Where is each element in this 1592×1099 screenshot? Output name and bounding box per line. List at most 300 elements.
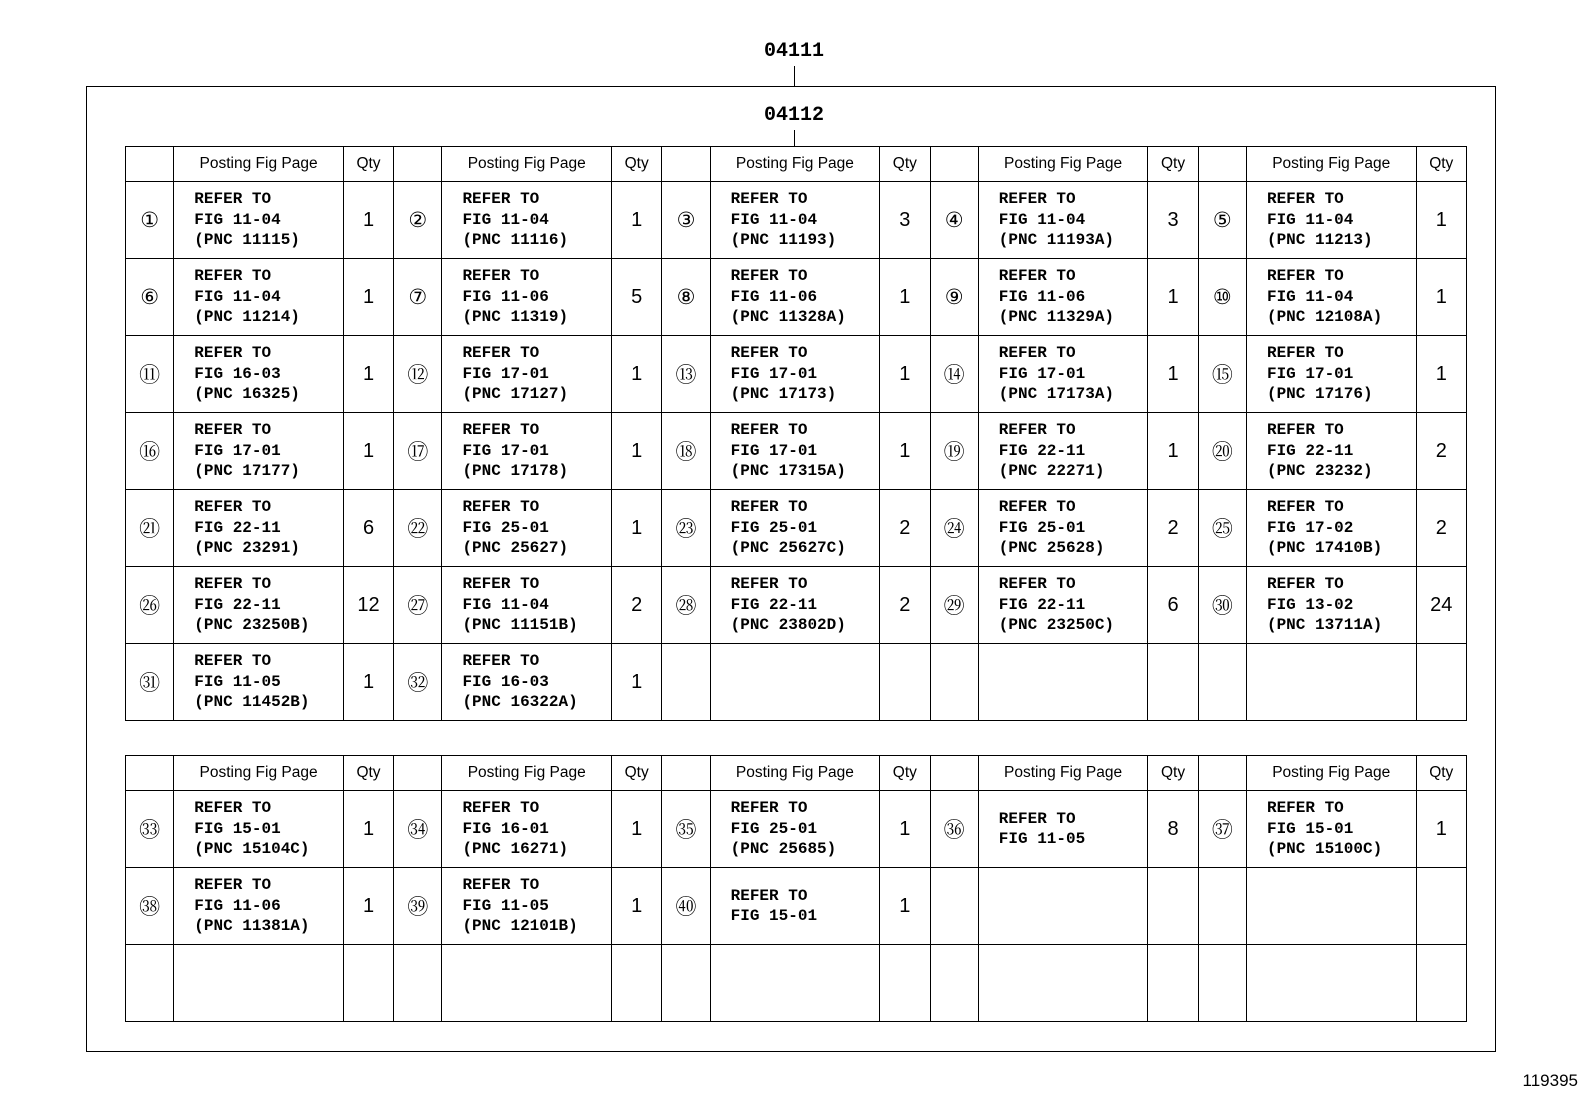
item-qty: 1 (343, 868, 393, 945)
header-qty: Qty (612, 756, 662, 791)
item-number: ⑩ (1198, 259, 1246, 336)
item-number: ⑬ (662, 336, 710, 413)
posting-reference (978, 868, 1148, 945)
item-qty (343, 945, 393, 1022)
posting-reference (174, 791, 344, 868)
reference-ref: REFER TO (730, 498, 808, 517)
reference-ref: REFER TO (998, 575, 1076, 594)
posting-reference (1246, 413, 1416, 490)
reference-ref: REFER TO (194, 190, 272, 209)
header-posting-fig-page: Posting Fig Page (978, 147, 1148, 182)
reference-ref: REFER TO (194, 876, 272, 895)
item-number: ⑮ (1198, 336, 1246, 413)
table-row (126, 259, 1467, 336)
reference-pnc: (PNC 11214) (194, 308, 300, 327)
reference-fig: FIG 16-03 (462, 672, 549, 691)
reference-pnc: (PNC 11193) (730, 231, 837, 250)
item-qty (1148, 644, 1198, 721)
item-number: ㊵ (662, 868, 710, 945)
item-qty (1148, 868, 1198, 945)
reference-ref: REFER TO (998, 809, 1076, 828)
reference-fig: FIG 25-01 (998, 518, 1086, 537)
table-row (126, 490, 1467, 567)
item-number: ⑭ (930, 336, 978, 413)
header-posting-fig-page: Posting Fig Page (1246, 756, 1416, 791)
reference-fig: FIG 11-04 (462, 595, 549, 614)
reference-pnc: (PNC 17176) (1266, 385, 1373, 404)
item-number: ㊴ (394, 868, 442, 945)
posting-reference (1246, 336, 1416, 413)
reference-ref: REFER TO (462, 190, 540, 209)
header-qty: Qty (1148, 147, 1198, 182)
header-posting-fig-page: Posting Fig Page (1246, 147, 1416, 182)
reference-fig: FIG 25-01 (462, 518, 549, 537)
reference-table-2 (125, 755, 1467, 1022)
reference-ref: REFER TO (462, 421, 540, 440)
posting-reference (710, 791, 880, 868)
posting-reference (1246, 490, 1416, 567)
item-number: ㉒ (394, 490, 442, 567)
posting-reference (978, 791, 1148, 868)
reference-ref: REFER TO (462, 575, 540, 594)
item-number: ㉘ (662, 567, 710, 644)
item-number (930, 945, 978, 1022)
header-qty: Qty (1416, 756, 1466, 791)
posting-reference (710, 644, 880, 721)
item-number: ⑧ (662, 259, 710, 336)
reference-pnc: (PNC 25627) (462, 539, 569, 558)
reference-ref: REFER TO (462, 267, 540, 286)
item-qty (1416, 644, 1466, 721)
reference-ref: REFER TO (998, 267, 1076, 286)
reference-ref: REFER TO (1266, 799, 1344, 818)
reference-ref: REFER TO (730, 575, 808, 594)
reference-ref: REFER TO (194, 799, 272, 818)
reference-pnc: (PNC 13711A) (1266, 616, 1383, 635)
reference-fig: FIG 16-01 (462, 819, 549, 838)
item-qty: 1 (612, 413, 662, 490)
item-number: ㉙ (930, 567, 978, 644)
reference-ref: REFER TO (1266, 267, 1344, 286)
item-number: ⑰ (394, 413, 442, 490)
reference-fig: FIG 17-01 (462, 364, 549, 383)
item-number (1198, 644, 1246, 721)
item-number: ⑲ (930, 413, 978, 490)
item-qty: 24 (1416, 567, 1466, 644)
posting-reference (978, 259, 1148, 336)
illustration-number: 119395 (1522, 1071, 1578, 1090)
posting-reference (978, 182, 1148, 259)
item-number (662, 644, 710, 721)
header-posting-fig-page: Posting Fig Page (978, 756, 1148, 791)
header-number-blank (662, 147, 710, 182)
reference-fig: FIG 17-01 (998, 364, 1086, 383)
reference-pnc: (PNC 22271) (998, 462, 1105, 481)
posting-reference (1246, 259, 1416, 336)
item-number: ⑳ (1198, 413, 1246, 490)
posting-reference (442, 791, 612, 868)
reference-ref: REFER TO (730, 190, 808, 209)
inner-group-label: 04112 (763, 104, 824, 127)
posting-reference (710, 868, 880, 945)
item-qty: 8 (1148, 791, 1198, 868)
reference-pnc: (PNC 17127) (462, 385, 569, 404)
reference-fig: FIG 17-01 (462, 441, 549, 460)
posting-reference (710, 259, 880, 336)
reference-ref: REFER TO (998, 498, 1076, 517)
reference-fig: FIG 15-01 (730, 907, 818, 925)
header-posting-fig-page: Posting Fig Page (174, 147, 344, 182)
header-qty: Qty (880, 756, 930, 791)
reference-pnc: (PNC 12108A) (1266, 308, 1383, 327)
reference-fig: FIG 11-04 (998, 210, 1086, 229)
reference-pnc: (PNC 25628) (998, 539, 1105, 558)
reference-pnc: (PNC 25685) (730, 840, 837, 859)
posting-reference (174, 868, 344, 945)
table-row (126, 336, 1467, 413)
reference-fig: FIG 17-01 (730, 441, 818, 460)
item-qty: 2 (612, 567, 662, 644)
reference-pnc: (PNC 15100C) (1266, 840, 1383, 859)
header-qty: Qty (1148, 756, 1198, 791)
posting-reference (442, 945, 612, 1022)
header-number-blank (394, 756, 442, 791)
reference-ref: REFER TO (730, 344, 808, 363)
table-row (126, 868, 1467, 945)
reference-fig: FIG 11-06 (730, 287, 818, 306)
reference-fig: FIG 13-02 (1266, 595, 1354, 614)
item-qty: 1 (1416, 182, 1466, 259)
reference-fig: FIG 11-04 (730, 210, 818, 229)
item-qty: 5 (612, 259, 662, 336)
item-qty: 1 (612, 868, 662, 945)
posting-reference (710, 567, 880, 644)
reference-fig: FIG 11-05 (194, 672, 281, 691)
posting-reference (1246, 567, 1416, 644)
reference-fig: FIG 22-11 (194, 518, 281, 537)
posting-reference (978, 644, 1148, 721)
item-number: ㊲ (1198, 791, 1246, 868)
table-header-row (126, 756, 1467, 791)
item-number (930, 644, 978, 721)
reference-pnc: (PNC 23250C) (998, 616, 1115, 635)
reference-pnc: (PNC 23802D) (730, 616, 846, 635)
item-number (1198, 945, 1246, 1022)
reference-ref: REFER TO (1266, 344, 1344, 363)
item-qty: 1 (1148, 259, 1198, 336)
item-qty: 3 (880, 182, 930, 259)
reference-ref: REFER TO (998, 421, 1076, 440)
item-number: ㉕ (1198, 490, 1246, 567)
item-number: ㉞ (394, 791, 442, 868)
reference-ref: REFER TO (1266, 498, 1344, 517)
header-number-blank (1198, 147, 1246, 182)
table-row (126, 644, 1467, 721)
reference-pnc: (PNC 11381A) (194, 917, 310, 936)
posting-reference (442, 868, 612, 945)
posting-reference (442, 567, 612, 644)
item-number (1198, 868, 1246, 945)
reference-pnc: (PNC 17178) (462, 462, 569, 481)
item-number: ⑫ (394, 336, 442, 413)
item-qty: 1 (880, 259, 930, 336)
item-number (930, 868, 978, 945)
reference-fig: FIG 25-01 (730, 819, 818, 838)
item-qty: 6 (1148, 567, 1198, 644)
reference-fig: FIG 22-11 (730, 595, 818, 614)
item-qty: 2 (1416, 413, 1466, 490)
item-number: ⑤ (1198, 182, 1246, 259)
outer-leader-line (794, 66, 795, 86)
item-number: ④ (930, 182, 978, 259)
reference-pnc: (PNC 11328A) (730, 308, 846, 327)
header-posting-fig-page: Posting Fig Page (442, 147, 612, 182)
reference-pnc: (PNC 11116) (462, 231, 569, 250)
reference-fig: FIG 11-06 (194, 896, 281, 915)
item-qty: 1 (343, 791, 393, 868)
reference-ref: REFER TO (998, 190, 1076, 209)
item-qty: 1 (343, 413, 393, 490)
reference-pnc: (PNC 11193A) (998, 231, 1115, 250)
reference-fig: FIG 22-11 (998, 441, 1086, 460)
reference-ref: REFER TO (462, 652, 540, 671)
posting-reference (442, 644, 612, 721)
reference-ref: REFER TO (730, 799, 808, 818)
reference-pnc: (PNC 17177) (194, 462, 300, 481)
item-qty: 2 (880, 490, 930, 567)
item-number: ㊱ (930, 791, 978, 868)
item-qty (1416, 945, 1466, 1022)
item-qty (880, 644, 930, 721)
reference-fig: FIG 15-01 (194, 819, 281, 838)
item-qty: 1 (880, 336, 930, 413)
item-qty: 1 (1148, 413, 1198, 490)
inner-leader-line (794, 130, 795, 146)
posting-reference (174, 336, 344, 413)
item-number: ㉑ (126, 490, 174, 567)
reference-ref: REFER TO (194, 652, 272, 671)
item-number: ㉖ (126, 567, 174, 644)
header-qty: Qty (880, 147, 930, 182)
header-posting-fig-page: Posting Fig Page (710, 147, 880, 182)
reference-pnc: (PNC 16322A) (462, 693, 578, 712)
posting-reference (710, 182, 880, 259)
header-number-blank (1198, 756, 1246, 791)
item-qty: 2 (1148, 490, 1198, 567)
reference-fig: FIG 11-04 (194, 287, 281, 306)
item-qty (612, 945, 662, 1022)
reference-pnc: (PNC 17410B) (1266, 539, 1383, 558)
reference-pnc: (PNC 11452B) (194, 693, 310, 712)
outer-group-label: 04111 (763, 40, 824, 63)
posting-reference (710, 413, 880, 490)
posting-reference (978, 567, 1148, 644)
reference-pnc: (PNC 11329A) (998, 308, 1115, 327)
posting-reference (442, 413, 612, 490)
reference-fig: FIG 17-02 (1266, 518, 1354, 537)
item-number: ⑦ (394, 259, 442, 336)
item-qty: 1 (1416, 336, 1466, 413)
reference-ref: REFER TO (462, 876, 540, 895)
reference-fig: FIG 17-01 (730, 364, 818, 383)
posting-reference (1246, 868, 1416, 945)
header-number-blank (662, 756, 710, 791)
table-row (126, 567, 1467, 644)
reference-ref: REFER TO (1266, 190, 1344, 209)
item-qty (1416, 868, 1466, 945)
posting-reference (442, 490, 612, 567)
reference-fig: FIG 11-04 (1266, 287, 1354, 306)
reference-ref: REFER TO (194, 421, 272, 440)
header-qty: Qty (1416, 147, 1466, 182)
reference-pnc: (PNC 11319) (462, 308, 569, 327)
posting-reference (1246, 644, 1416, 721)
item-qty: 6 (343, 490, 393, 567)
reference-ref: REFER TO (730, 267, 808, 286)
item-qty: 1 (343, 336, 393, 413)
reference-fig: FIG 25-01 (730, 518, 818, 537)
reference-pnc: (PNC 23291) (194, 539, 300, 558)
item-number: ⑪ (126, 336, 174, 413)
reference-fig: FIG 16-03 (194, 364, 281, 383)
reference-fig: FIG 11-04 (1266, 210, 1354, 229)
item-qty: 1 (880, 413, 930, 490)
header-posting-fig-page: Posting Fig Page (442, 756, 612, 791)
header-number-blank (930, 756, 978, 791)
item-qty: 1 (612, 490, 662, 567)
reference-ref: REFER TO (730, 421, 808, 440)
item-qty: 3 (1148, 182, 1198, 259)
reference-pnc: (PNC 15104C) (194, 840, 310, 859)
posting-reference (710, 945, 880, 1022)
reference-ref: REFER TO (462, 799, 540, 818)
reference-pnc: (PNC 25627C) (730, 539, 846, 558)
posting-reference (174, 182, 344, 259)
posting-reference (710, 490, 880, 567)
reference-pnc: (PNC 11213) (1266, 231, 1373, 250)
reference-fig: FIG 11-05 (998, 830, 1086, 848)
posting-reference (442, 182, 612, 259)
reference-pnc: (PNC 11151B) (462, 616, 578, 635)
header-qty: Qty (343, 756, 393, 791)
item-number: ① (126, 182, 174, 259)
reference-ref: REFER TO (1266, 575, 1344, 594)
posting-reference (978, 413, 1148, 490)
posting-reference (1246, 791, 1416, 868)
item-number: ㊳ (126, 868, 174, 945)
posting-reference (442, 259, 612, 336)
reference-ref: REFER TO (194, 267, 272, 286)
reference-pnc: (PNC 16271) (462, 840, 569, 859)
item-number: ㉛ (126, 644, 174, 721)
table-header-row (126, 147, 1467, 182)
item-number: ⑥ (126, 259, 174, 336)
reference-fig: FIG 11-04 (462, 210, 549, 229)
item-number (662, 945, 710, 1022)
posting-reference (174, 945, 344, 1022)
item-qty: 1 (343, 644, 393, 721)
reference-pnc: (PNC 12101B) (462, 917, 578, 936)
posting-reference (174, 413, 344, 490)
posting-reference (978, 490, 1148, 567)
item-qty: 1 (612, 791, 662, 868)
item-number: ③ (662, 182, 710, 259)
reference-fig: FIG 22-11 (998, 595, 1086, 614)
posting-reference (710, 336, 880, 413)
posting-reference (174, 644, 344, 721)
reference-ref: REFER TO (998, 344, 1076, 363)
reference-table-1 (125, 146, 1467, 721)
posting-reference (978, 945, 1148, 1022)
reference-pnc: (PNC 23232) (1266, 462, 1373, 481)
item-qty: 1 (612, 182, 662, 259)
table-row (126, 945, 1467, 1022)
item-qty: 1 (1416, 791, 1466, 868)
reference-ref: REFER TO (1266, 421, 1344, 440)
item-number: ㉗ (394, 567, 442, 644)
reference-pnc: (PNC 16325) (194, 385, 300, 404)
header-posting-fig-page: Posting Fig Page (710, 756, 880, 791)
reference-ref: REFER TO (194, 498, 272, 517)
reference-fig: FIG 15-01 (1266, 819, 1354, 838)
item-qty (1148, 945, 1198, 1022)
reference-fig: FIG 22-11 (1266, 441, 1354, 460)
item-qty: 2 (880, 567, 930, 644)
item-qty: 2 (1416, 490, 1466, 567)
reference-fig: FIG 22-11 (194, 595, 281, 614)
posting-reference (442, 336, 612, 413)
item-number: ㉔ (930, 490, 978, 567)
item-number: ㉓ (662, 490, 710, 567)
reference-pnc: (PNC 17173) (730, 385, 837, 404)
item-number: ⑯ (126, 413, 174, 490)
header-number-blank (126, 756, 174, 791)
item-number: ㉟ (662, 791, 710, 868)
item-qty: 1 (880, 868, 930, 945)
reference-fig: FIG 17-01 (194, 441, 281, 460)
item-qty: 1 (612, 336, 662, 413)
reference-ref: REFER TO (462, 344, 540, 363)
posting-reference (1246, 182, 1416, 259)
reference-fig: FIG 17-01 (1266, 364, 1354, 383)
item-qty: 1 (1148, 336, 1198, 413)
item-qty: 1 (343, 182, 393, 259)
reference-ref: REFER TO (194, 344, 272, 363)
reference-pnc: (PNC 11115) (194, 231, 300, 250)
item-number: ㉝ (126, 791, 174, 868)
reference-pnc: (PNC 23250B) (194, 616, 310, 635)
item-qty: 12 (343, 567, 393, 644)
header-number-blank (930, 147, 978, 182)
item-number: ⑱ (662, 413, 710, 490)
item-number: ② (394, 182, 442, 259)
item-number: ㉚ (1198, 567, 1246, 644)
reference-fig: FIG 11-06 (462, 287, 549, 306)
header-number-blank (394, 147, 442, 182)
item-number: ⑨ (930, 259, 978, 336)
reference-ref: REFER TO (462, 498, 540, 517)
posting-reference (1246, 945, 1416, 1022)
table-row (126, 791, 1467, 868)
item-qty: 1 (1416, 259, 1466, 336)
header-posting-fig-page: Posting Fig Page (174, 756, 344, 791)
item-qty (880, 945, 930, 1022)
posting-reference (174, 567, 344, 644)
posting-reference (174, 259, 344, 336)
reference-pnc: (PNC 17173A) (998, 385, 1115, 404)
reference-fig: FIG 11-04 (194, 210, 281, 229)
header-qty: Qty (343, 147, 393, 182)
